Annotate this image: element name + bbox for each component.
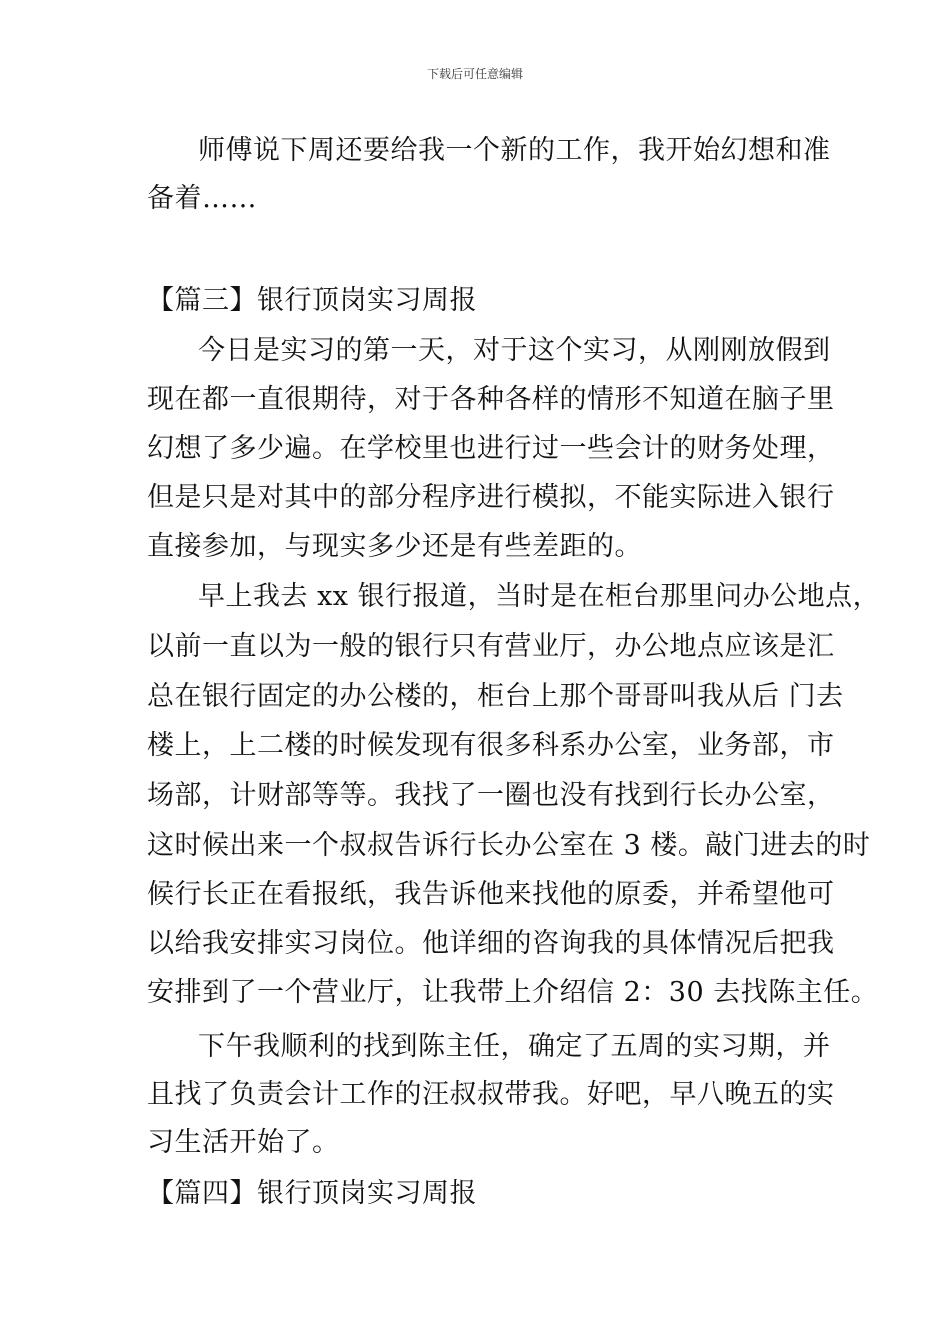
paragraph-line: 今日是实习的第一天，对于这个实习，从刚刚放假到 <box>198 335 831 366</box>
paragraph-line: 下午我顺利的找到陈主任，确定了五周的实习期，并 <box>198 1031 831 1062</box>
paragraph-line: 这时候出来一个叔叔告诉行长办公室在 3 楼。敲门进去的时 <box>147 830 871 861</box>
paragraph-line: 早上我去 xx 银行报道，当时是在柜台那里问办公地点， <box>198 581 881 612</box>
paragraph-line: 楼上，上二楼的时候发现有很多科系办公室，业务部，市 <box>147 730 835 761</box>
paragraph-line: 现在都一直很期待，对于各种各样的情形不知道在脑子里 <box>147 384 835 415</box>
paragraph-line: 习生活开始了。 <box>147 1127 340 1158</box>
paragraph-line: 师傅说下周还要给我一个新的工作，我开始幻想和准 <box>198 135 831 166</box>
paragraph-line: 直接参加，与现实多少还是有些差距的。 <box>147 531 642 562</box>
paragraph-line: 候行长正在看报纸，我告诉他来找他的原委，并希望他可 <box>147 879 835 910</box>
paragraph-line: 以给我安排实习岗位。他详细的咨询我的具体情况后把我 <box>147 928 835 959</box>
paragraph-line: 且找了负责会计工作的汪叔叔带我。好吧，早八晚五的实 <box>147 1079 835 1110</box>
page-header: 下载后可任意编辑 <box>426 67 523 81</box>
paragraph-line: 总在银行固定的办公楼的，柜台上那个哥哥叫我从后 门去 <box>147 681 844 712</box>
paragraph-line: 备着…… <box>147 183 257 214</box>
paragraph-line: 以前一直以为一般的银行只有营业厅，办公地点应该是汇 <box>147 631 835 662</box>
section-heading: 【篇三】银行顶岗实习周报 <box>147 285 477 316</box>
paragraph-line: 幻想了多少遍。在学校里也进行过一些会计的财务处理， <box>147 433 835 464</box>
paragraph-line: 安排到了一个营业厅，让我带上介绍信 2：30 去找陈主任。 <box>147 977 879 1008</box>
section-heading: 【篇四】银行顶岗实习周报 <box>147 1178 477 1209</box>
paragraph-line: 但是只是对其中的部分程序进行模拟，不能实际进入银行 <box>147 482 835 513</box>
paragraph-line: 场部，计财部等等。我找了一圈也没有找到行长办公室， <box>147 780 835 811</box>
